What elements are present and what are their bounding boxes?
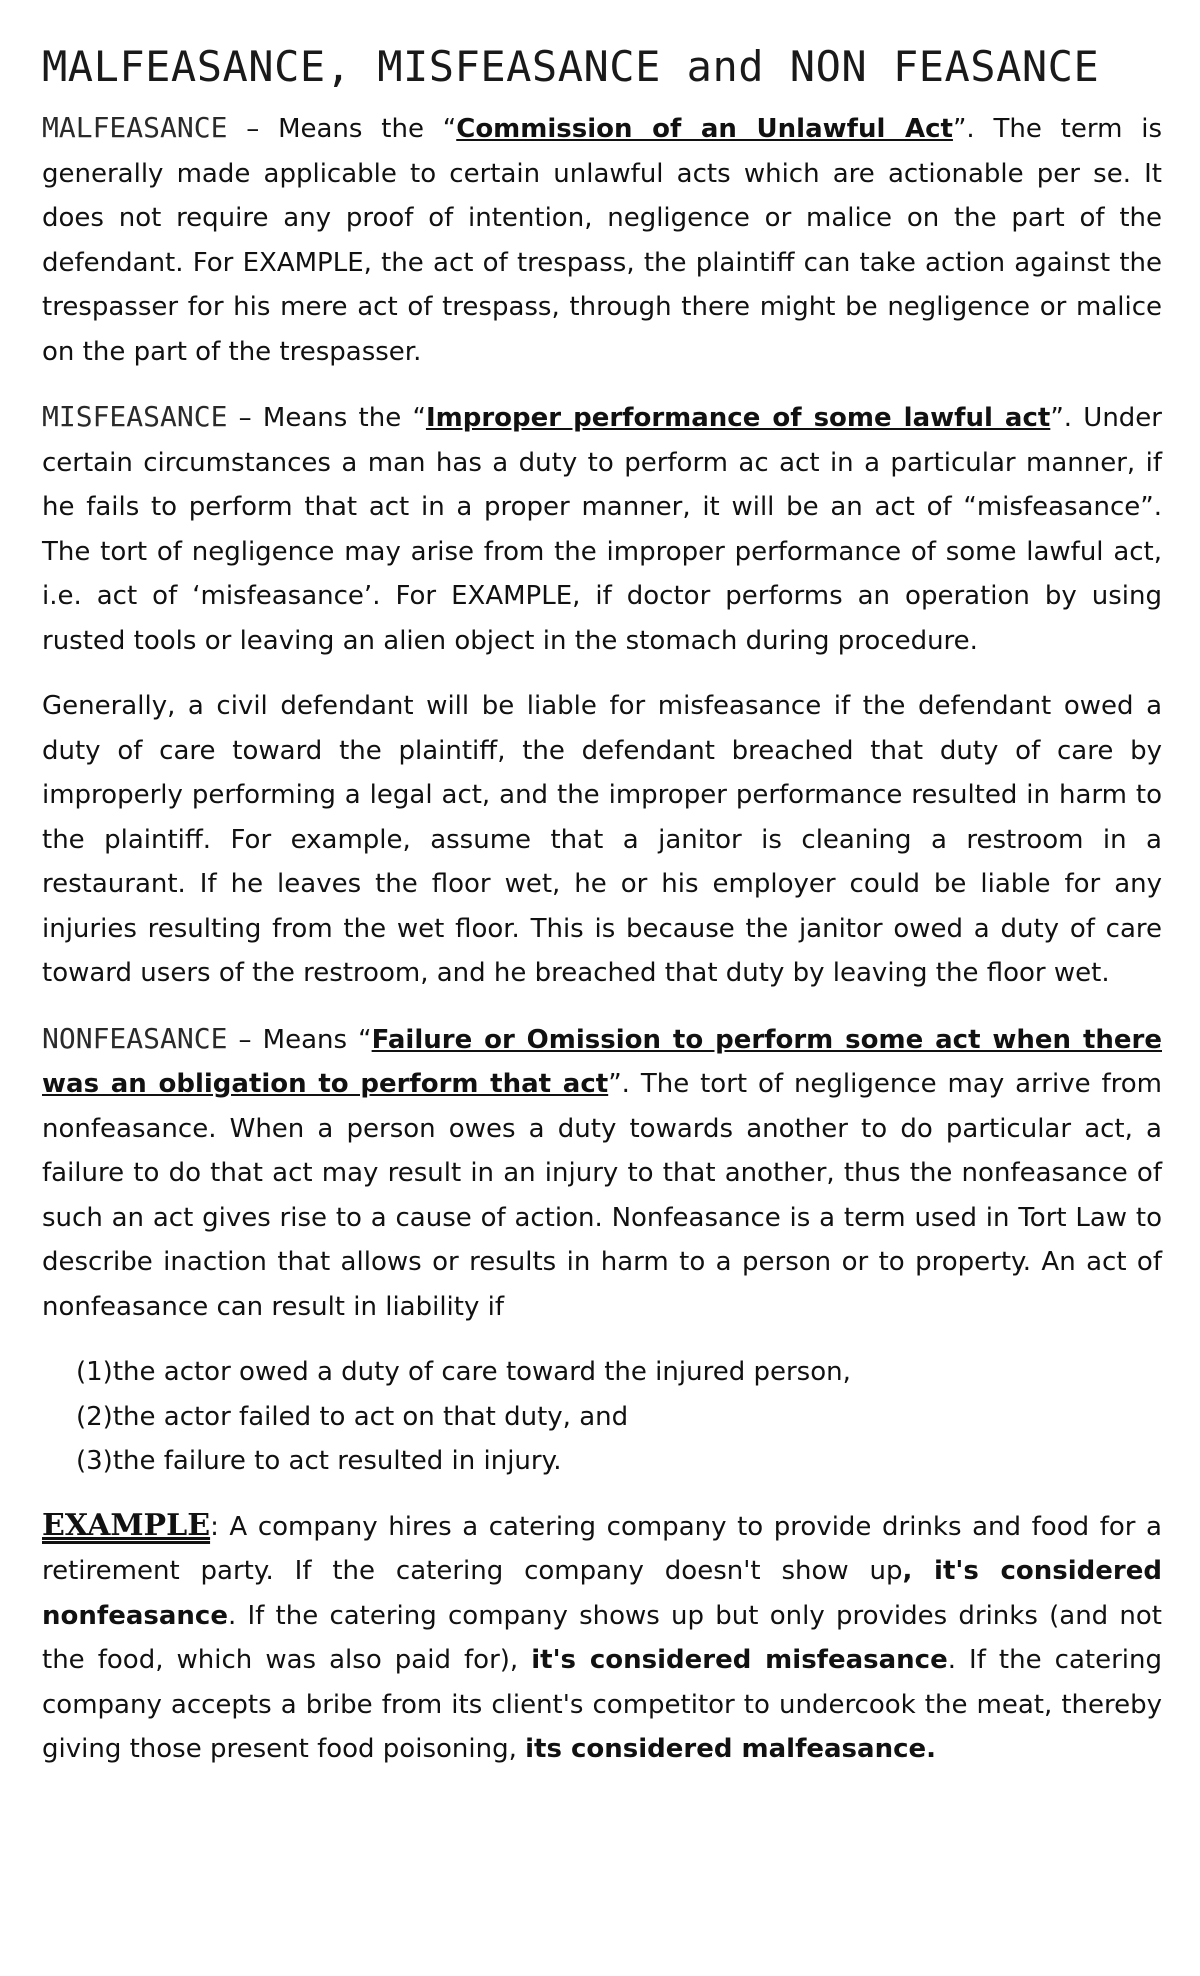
general-paragraph: Generally, a civil defendant will be liable for misfeasance if the defendant owed a duty of care toward the plaintiff, the defendant breached that duty of care by improperly performing a legal act, and the improper performance resulted in harm to the plaintiff. For example, assume that a janitor is cleaning a restroom in a restaurant. If he leaves the floor wet, he or his employer could be liable for any injuries resulting from the wet floor. This is because the janitor owed a duty of care toward users of the restroom, and he breached that duty by leaving the floor wet. [42,691,1162,988]
misfeasance-dash: – Means the “ [227,403,426,433]
nonfeasance-term: NONFEASANCE [42,1021,228,1055]
example-mid-1: . If the catering company shows up but only provides drinks (and not the food, which was also paid for), [42,1600,1162,1675]
nonfeasance-paragraph [42,1017,1162,1330]
malfeasance-definition: Commission of an Unlawful Act [456,114,953,144]
example-misfeasance: it's considered misfeasance [531,1645,948,1675]
nonfeasance-definition: Failure or Omission to perform some act when there was an obligation to perform that act [42,1024,1162,1099]
list-item: (1)the actor owed a duty of care toward the injured person, [76,1357,851,1387]
example-label: EXAMPLE [42,1507,211,1543]
misfeasance-definition: Improper performance of some lawful act [425,403,1051,433]
example-intro: : A company hires a catering company to provide drinks and food for a retirement party. If the catering company doesn't show up [42,1511,1162,1586]
misfeasance-body: ”. Under certain circumstances a man has a duty to perform ac act in a particular manner, if he fails to perform that act in a proper manner, it will be an act of “misfeasance”. The tort of negligence may arise from the improper performance of some lawful act, i.e. act of ‘misfeasance’. For EXAMPLE, if doctor performs an operation by using rusted tools or leaving an alien object in the stomach during procedure. [42,403,1162,656]
malfeasance-body: ”. The term is generally made applicable to certain unlawful acts which are actionable per se. It does not require any proof of intention, negligence or malice on the part of the defendant. For EXAMPLE, the act of trespass, the plaintiff can take action against the trespasser for his mere act of trespass, through there might be negligence or malice on the part of the trespasser. [42,114,1163,367]
malfeasance-paragraph [42,106,1162,374]
example-nonfeasance: , it's considered nonfeasance [42,1556,1162,1631]
malfeasance-dash: – Means the “ [227,114,457,144]
example-malfeasance: its considered malfeasance. [525,1734,937,1764]
list-item: (2)the actor failed to act on that duty, and [76,1401,629,1432]
page-title: MALFEASANCE, MISFEASANCE and NON FEASANCE [42,42,1100,91]
nonfeasance-dash: – Means “ [227,1024,372,1055]
nonfeasance-body: ”. The tort of negligence may arrive from nonfeasance. When a person owes a duty towards another to do particular act, a failure to do that act may result in an injury to that another, thus the nonfeasance of such an act gives rise to a cause of action. Nonfeasance is a term used in Tort Law to describe inaction that allows or results in harm to a person or to property. An act of nonfeasance can result in liability if [42,1069,1162,1322]
malfeasance-term: MALFEASANCE [42,111,228,144]
example-paragraph [42,1504,1162,1772]
list-item: (3)the failure to act resulted in injury. [76,1446,562,1476]
document-page [42,40,1162,1793]
example-mid-2: . If the catering company accepts a bribe from its client's competitor to undercook the meat, thereby giving those present food poisoning, [42,1645,1162,1764]
misfeasance-term: MISFEASANCE [42,400,228,433]
liability-conditions-list [76,1350,1162,1484]
misfeasance-paragraph [42,395,1162,663]
